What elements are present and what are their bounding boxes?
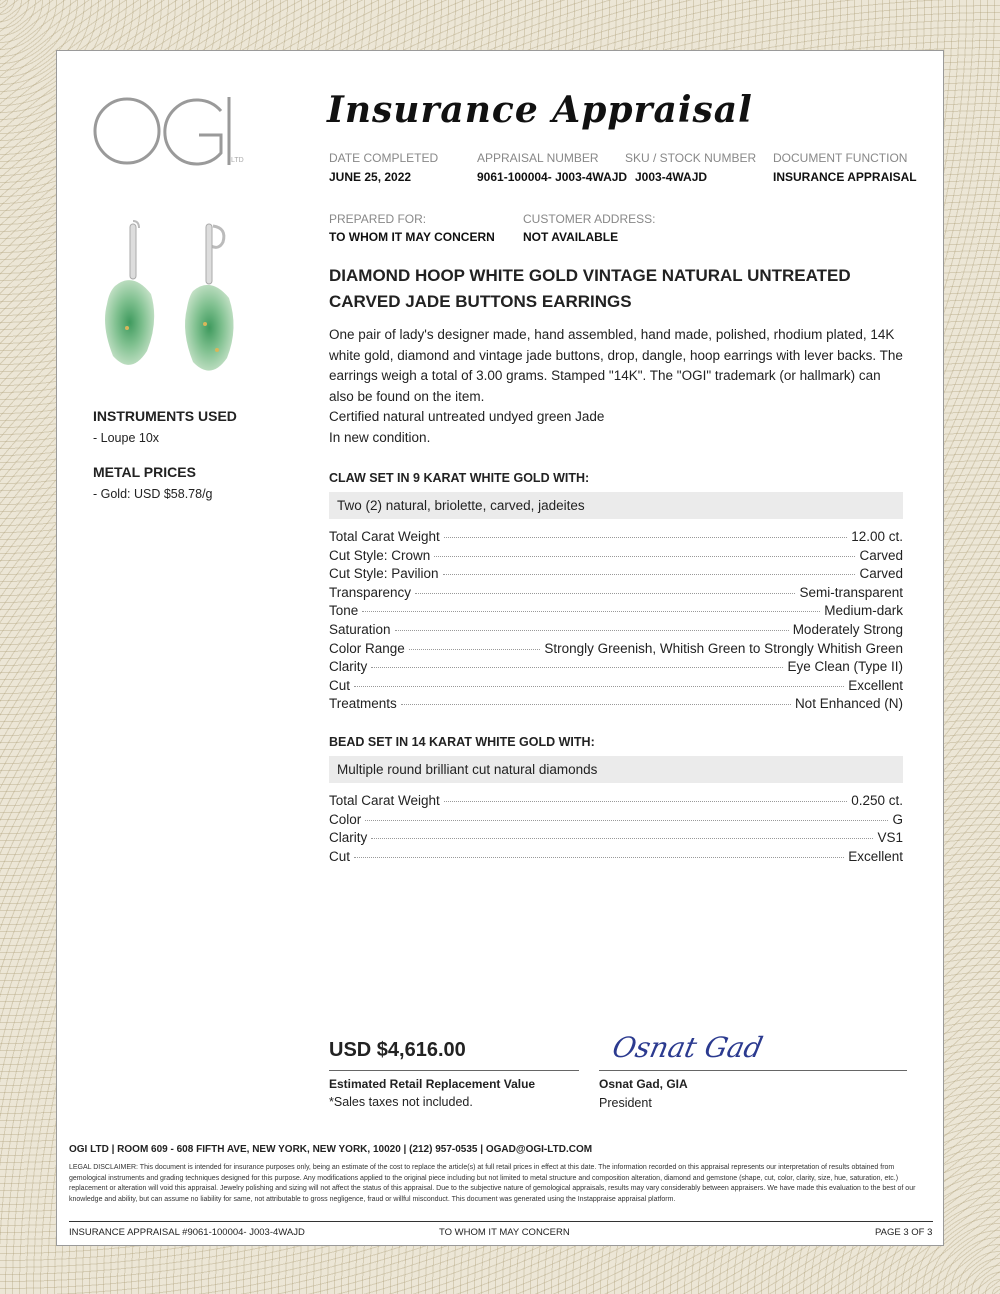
spec-value: Carved [859, 566, 903, 582]
section2-spec-list [329, 793, 903, 867]
dot-leader [362, 611, 820, 612]
item-title [329, 263, 909, 315]
valuation-note: *Sales taxes not included. [329, 1095, 473, 1109]
spec-row [329, 793, 903, 812]
spec-row [329, 566, 903, 585]
spec-key: Cut Style: Pavilion [329, 566, 439, 582]
spec-row [329, 641, 903, 660]
spec-key: Cut [329, 677, 351, 693]
spec-key: Cut [329, 848, 351, 864]
dot-leader [444, 537, 847, 538]
company-contact-line: OGI LTD | ROOM 609 - 608 FIFTH AVE, NEW YORK, NEW YORK, 10020 | (212) 957-0535 | OGAD@OGI-LTD.COM [69, 1144, 593, 1155]
footer-recipient: TO WHOM IT MAY CONCERN [439, 1227, 570, 1238]
item-description: One pair of lady's designer made, hand assembled, hand made, polished, rhodium plated, 14K white gold, diamond and vintage jade buttons, drop, dangle, hoop earrings with lever backs. The earrings weigh a total of 3.00 grams. Stamped "14K". The "OGI" trademark (or hallmark) can also be found on the item. [329, 327, 903, 404]
spec-value: Excellent [848, 848, 903, 864]
spec-value: Medium-dark [824, 603, 903, 619]
item-certified: Certified natural untreated undyed green Jade [329, 409, 605, 424]
bottom-divider [69, 1221, 933, 1222]
valuation-divider [329, 1070, 579, 1071]
spec-row [329, 696, 903, 715]
appraisal-page [56, 50, 944, 1246]
dot-leader [415, 593, 795, 594]
section2-heading: BEAD SET IN 14 KARAT WHITE GOLD WITH: [329, 735, 595, 749]
spec-key: Color [329, 811, 362, 827]
spec-value: Carved [859, 547, 903, 563]
metal-prices-value: - Gold: USD $58.78/g [93, 487, 213, 501]
spec-value: G [892, 811, 903, 827]
spec-key: Color Range [329, 640, 405, 656]
section1-heading: CLAW SET IN 9 KARAT WHITE GOLD WITH: [329, 471, 590, 485]
signer-role: President [599, 1096, 652, 1110]
valuation-label: Estimated Retail Replacement Value [329, 1077, 536, 1091]
spec-value: 12.00 ct. [851, 529, 903, 544]
logo-sub-text: LTD [231, 157, 244, 164]
company-logo [93, 91, 253, 181]
customer-address-label: CUSTOMER ADDRESS: [523, 212, 656, 226]
item-condition: In new condition. [329, 429, 431, 445]
spec-row [329, 678, 903, 697]
spec-key: Treatments [329, 696, 397, 712]
spec-value: Excellent [848, 677, 903, 693]
footer-appraisal-ref: INSURANCE APPRAISAL #9061-100004- J003-4WAJD [69, 1227, 305, 1238]
dot-leader [434, 556, 855, 557]
spec-value: VS1 [877, 830, 903, 846]
spec-key: Total Carat Weight [329, 793, 440, 808]
instruments-heading: INSTRUMENTS USED [93, 408, 237, 424]
spec-row [329, 812, 903, 831]
dot-leader [354, 857, 844, 858]
valuation-price: USD $4,616.00 [329, 1039, 466, 1061]
item-title-line1: DIAMOND HOOP WHITE GOLD VINTAGE NATURAL UNTREATED [329, 266, 851, 285]
dot-leader [409, 649, 541, 650]
section1-summary: Two (2) natural, briolette, carved, jadeites [329, 492, 903, 519]
prepared-for-label: PREPARED FOR: [329, 212, 427, 226]
spec-key: Tone [329, 603, 359, 619]
customer-address-value: NOT AVAILABLE [523, 230, 619, 244]
dot-leader [371, 667, 783, 668]
spec-row [329, 529, 903, 548]
legal-disclaimer: LEGAL DISCLAIMER: This document is intended for insurance purposes only, being an estimate of the cost to replace the article(s) at full retail prices in effect at this date. The information recorded on this appraisal represents our interpretation of results obtained from gemological instruments and grading techniques designed for this purpose. Any modifications applied to the original piece including but not limited to metal structure and composition alteration, diamond and gemstone (shape, cut, color, clarity, size, hue, saturation, etc.) replacement or alteration will void this appraisal. Jewelry polishing and sizing will not affect the status of this appraisal. Due to the subjective nature of gemological appraisals, results may vary considerably between appraisers. We have made this evaluation to the best of our knowledge and ability, but can assume no liability for same, not attributable to gross negligence, fraud or willful misconduct. This document was generated using the Instappraise appraisal platform. [69, 1164, 916, 1203]
sku-label: SKU / STOCK NUMBER [625, 151, 757, 165]
dot-leader [365, 820, 888, 821]
appraisal-number-value: 9061-100004- J003-4WAJD [477, 170, 628, 184]
date-completed-label: DATE COMPLETED [329, 151, 439, 165]
document-function-value: INSURANCE APPRAISAL [773, 170, 917, 184]
section1-spec-list [329, 529, 903, 715]
signer-name: Osnat Gad, GIA [599, 1077, 688, 1091]
item-title-line2: CARVED JADE BUTTONS EARRINGS [329, 292, 632, 311]
spec-row [329, 622, 903, 641]
dot-leader [371, 838, 873, 839]
sku-value: J003-4WAJD [635, 170, 708, 184]
spec-value: Moderately Strong [792, 621, 903, 637]
spec-key: Clarity [329, 659, 368, 675]
dot-leader [354, 686, 844, 687]
document-function-label: DOCUMENT FUNCTION [773, 151, 908, 165]
prepared-for-value: TO WHOM IT MAY CONCERN [329, 230, 495, 244]
spec-row [329, 849, 903, 868]
spec-row [329, 659, 903, 678]
metal-prices-heading: METAL PRICES [93, 464, 196, 480]
spec-key: Clarity [329, 830, 368, 846]
spec-key: Total Carat Weight [329, 529, 440, 544]
dot-leader [444, 801, 847, 802]
spec-key: Cut Style: Crown [329, 547, 431, 563]
spec-key: Saturation [329, 621, 391, 637]
spec-row [329, 548, 903, 567]
dot-leader [401, 704, 791, 705]
spec-row [329, 603, 903, 622]
spec-value: Eye Clean (Type II) [787, 659, 903, 675]
section2-summary: Multiple round brilliant cut natural diamonds [329, 756, 903, 783]
ogi-logo-icon [93, 91, 253, 176]
item-description-block [329, 325, 909, 448]
instruments-value: - Loupe 10x [93, 431, 160, 445]
spec-row [329, 585, 903, 604]
spec-value: Semi-transparent [799, 584, 903, 600]
date-completed-value: JUNE 25, 2022 [329, 170, 412, 184]
spec-value: Not Enhanced (N) [794, 696, 903, 712]
footer-page-number: PAGE 3 OF 3 [875, 1227, 933, 1238]
product-image [93, 216, 253, 386]
dot-leader [395, 630, 789, 631]
spec-row [329, 830, 903, 849]
jade-earrings-icon [93, 216, 253, 381]
spec-value: 0.250 ct. [851, 793, 903, 808]
dot-leader [443, 574, 856, 575]
spec-key: Transparency [329, 584, 412, 600]
document-title: Insurance Appraisal [327, 89, 753, 131]
signature-script: Osnat Gad [609, 1031, 766, 1064]
appraisal-number-label: APPRAISAL NUMBER [477, 151, 599, 165]
signature-divider [599, 1070, 907, 1071]
spec-value: Strongly Greenish, Whitish Green to Strongly Whitish Green [544, 640, 903, 656]
